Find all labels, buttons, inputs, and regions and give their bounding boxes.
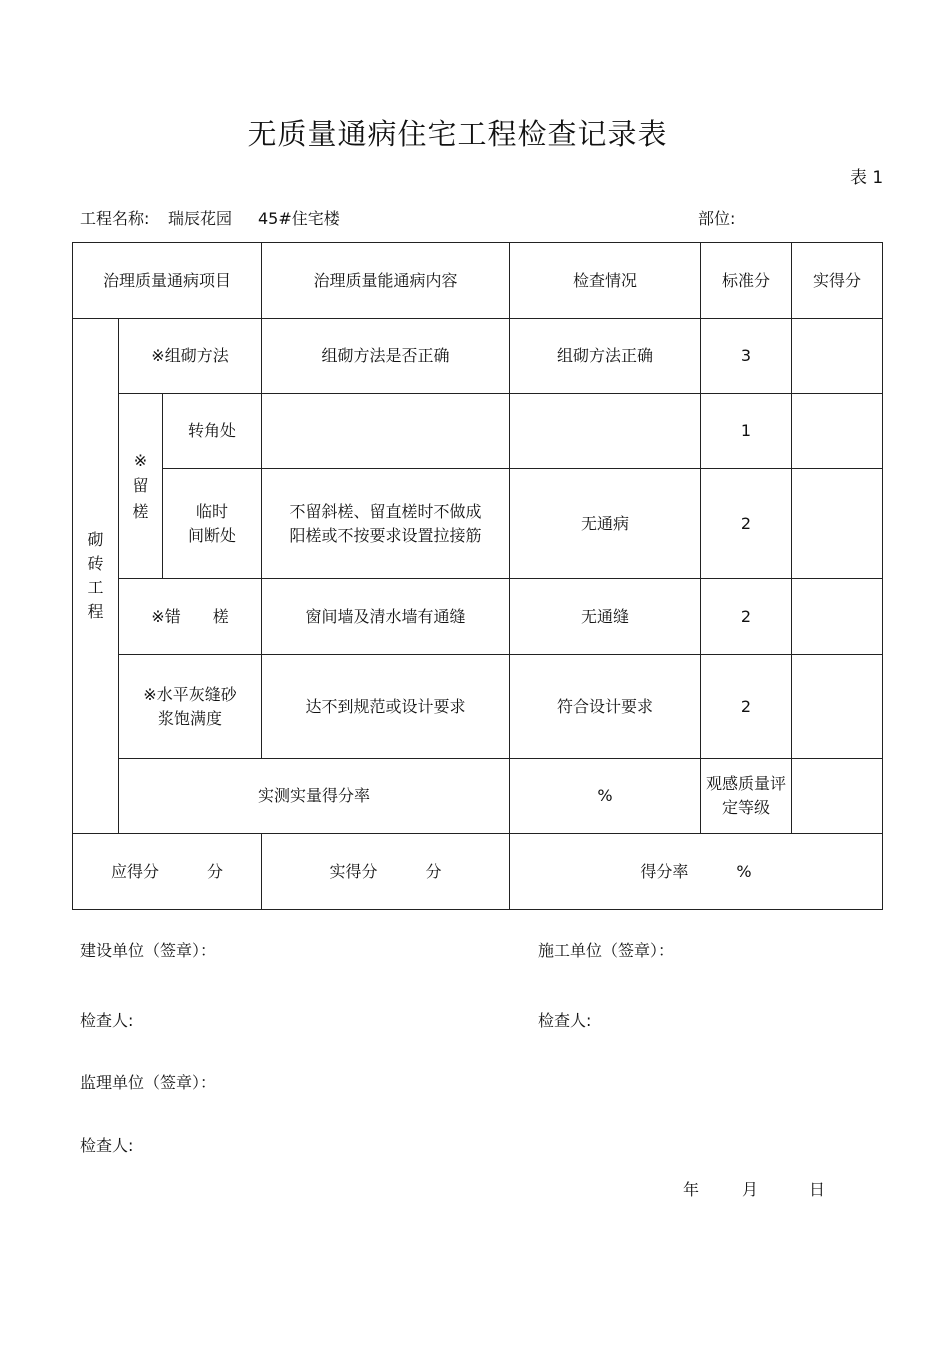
rate-label: 实测实量得分率: [119, 759, 510, 834]
stagger-actual[interactable]: [792, 579, 883, 655]
grade-value[interactable]: [792, 759, 883, 834]
corner-content: [262, 394, 510, 469]
location-label: 部位:: [698, 209, 736, 228]
supervisor-signature: 监理单位（签章）：: [80, 1073, 217, 1092]
temp-content-line1: 不留斜槎、留直槎时不做成: [289, 501, 482, 521]
corner-item: 转角处: [163, 394, 262, 469]
date-month: 月: [742, 1180, 759, 1199]
stub-group-label: ※留槎: [132, 450, 149, 521]
date-day: 日: [809, 1180, 826, 1199]
corner-status: [510, 394, 701, 469]
date-year: 年: [683, 1180, 700, 1199]
mortar-actual[interactable]: [792, 655, 883, 759]
corner-score: 1: [701, 394, 792, 469]
temp-score: 2: [701, 469, 792, 579]
header-standard: 标准分: [701, 243, 792, 319]
method-actual[interactable]: [792, 319, 883, 394]
method-content: 组砌方法是否正确: [262, 319, 510, 394]
header-content: 治理质量能通病内容: [262, 243, 510, 319]
stagger-status: 无通缝: [510, 579, 701, 655]
score-ratio[interactable]: 得分率 %: [510, 834, 883, 910]
stagger-content: 窗间墙及清水墙有通缝: [262, 579, 510, 655]
rate-value[interactable]: %: [510, 759, 701, 834]
got-score[interactable]: 实得分 分: [262, 834, 510, 910]
building-name: 45#住宅楼: [258, 209, 340, 228]
method-status: 组砌方法正确: [510, 319, 701, 394]
temp-item: [163, 469, 262, 579]
mortar-content: 达不到规范或设计要求: [262, 655, 510, 759]
table-number: 表 1: [850, 168, 884, 188]
stagger-item: ※错 槎: [119, 579, 262, 655]
project-name: 瑞辰花园: [168, 209, 233, 228]
inspector-contractor: 检查人:: [538, 1011, 592, 1030]
temp-content: [262, 469, 510, 579]
temp-item-line1: 临时: [196, 501, 229, 521]
inspector-supervisor: 检查人:: [80, 1136, 134, 1155]
temp-content-line2: 阳槎或不按要求设置拉接筋: [289, 525, 482, 545]
inspection-table: [72, 242, 883, 910]
mortar-score: 2: [701, 655, 792, 759]
stagger-score: 2: [701, 579, 792, 655]
category-cell: [73, 319, 119, 834]
project-name-label: 工程名称:: [80, 209, 150, 228]
mortar-item-line2: 浆饱满度: [158, 708, 223, 728]
contractor-signature: 施工单位（签章）：: [538, 941, 675, 960]
mortar-status: 符合设计要求: [510, 655, 701, 759]
corner-actual[interactable]: [792, 394, 883, 469]
header-item: 治理质量通病项目: [73, 243, 262, 319]
due-score[interactable]: 应得分 分: [73, 834, 262, 910]
method-score: 3: [701, 319, 792, 394]
temp-item-line2: 间断处: [188, 525, 237, 545]
header-actual: 实得分: [792, 243, 883, 319]
grade-label: 观感质量评定等级: [701, 759, 792, 834]
category-label: 砌砖工程: [87, 530, 104, 621]
page-title: 无质量通病住宅工程检查记录表: [247, 117, 668, 151]
header-status: 检查情况: [510, 243, 701, 319]
mortar-item-line1: ※水平灰缝砂: [143, 684, 237, 704]
stub-group-cell: [119, 394, 163, 579]
inspector-builder: 检查人:: [80, 1011, 134, 1030]
mortar-item: [119, 655, 262, 759]
temp-actual[interactable]: [792, 469, 883, 579]
temp-status: 无通病: [510, 469, 701, 579]
method-item: ※组砌方法: [119, 319, 262, 394]
builder-signature: 建设单位（签章）：: [80, 941, 217, 960]
